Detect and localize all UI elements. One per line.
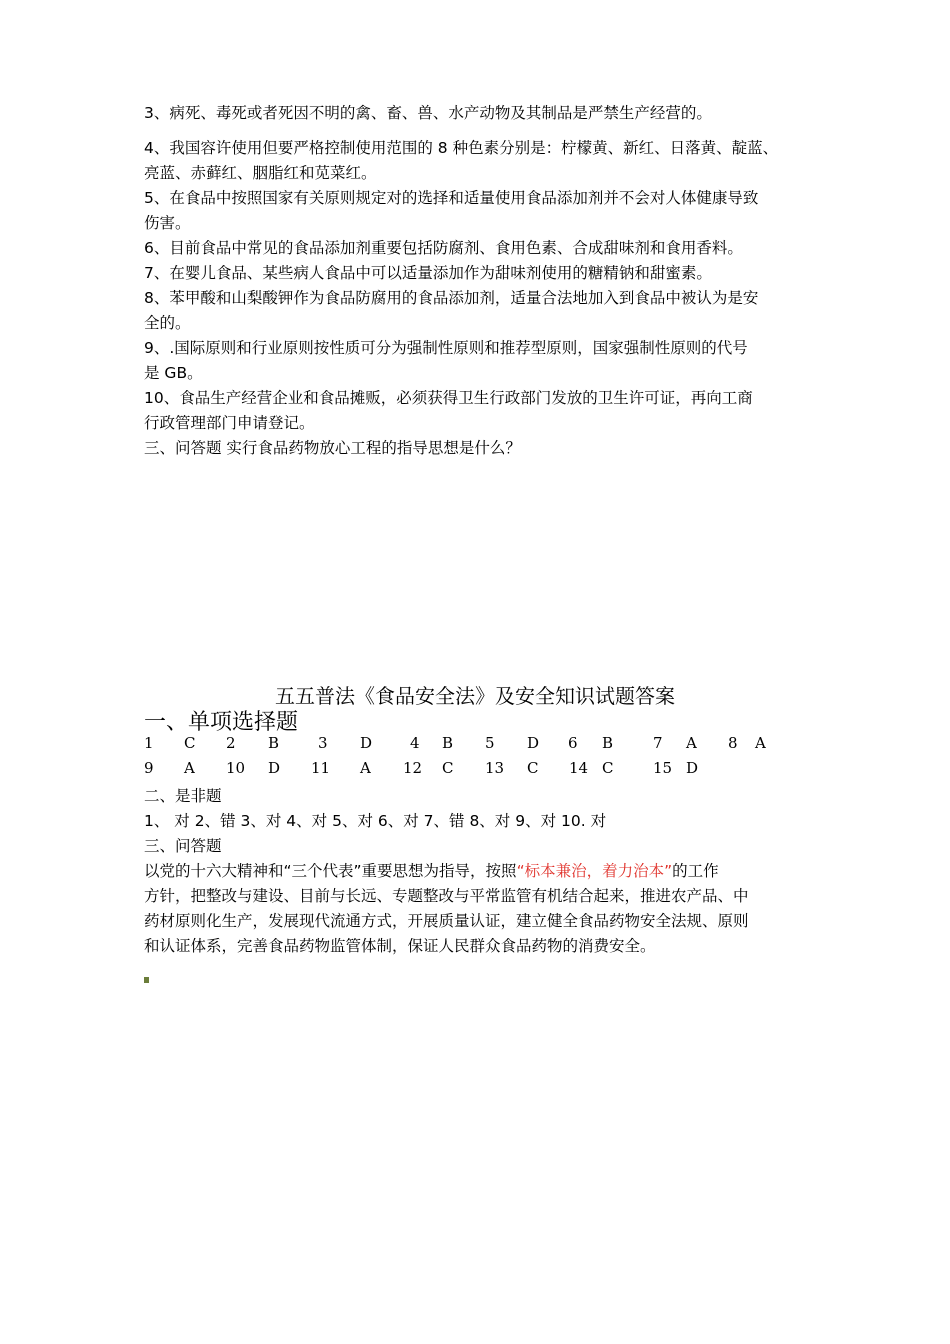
mc-number-14: 14 xyxy=(569,759,589,777)
mc-answer-9: A xyxy=(184,759,195,777)
mc-number-8: 8 xyxy=(728,734,738,752)
mc-number-12: 12 xyxy=(403,759,423,777)
mc-answer-4: B xyxy=(442,734,454,752)
question-8-line2: 全的。 xyxy=(144,314,191,332)
question-3: 3、病死、毒死或者死因不明的禽、畜、兽、水产动物及其制品是严禁生产经营的。 xyxy=(144,104,712,122)
question-4-line1: 4、我国容许使用但要严格控制使用范围的 8 种色素分别是：柠檬黄、新红、日落黄、靛蓝、 xyxy=(144,139,779,157)
essay-highlight-phrase: “标本兼治，着力治本” xyxy=(516,862,673,880)
essay-answer-line3: 药材原则化生产，发展现代流通方式，开展质量认证，建立健全食品药物安全法规、原则 xyxy=(144,912,749,930)
mc-number-7: 7 xyxy=(653,734,663,752)
mc-answer-11: A xyxy=(360,759,371,777)
question-9-line1: 9、.国际原则和行业原则按性质可分为强制性原则和推荐型原则，国家强制性原则的代号 xyxy=(144,339,748,357)
question-9-line2: 是 GB。 xyxy=(144,364,203,382)
mc-number-9: 9 xyxy=(144,759,154,777)
question-5-line2: 伤害。 xyxy=(144,214,191,232)
mc-number-5: 5 xyxy=(485,734,495,752)
mc-number-3: 3 xyxy=(318,734,328,752)
mc-answer-7: A xyxy=(686,734,697,752)
mc-answer-8: A xyxy=(755,734,766,752)
section-3-heading: 三、问答题 xyxy=(144,837,222,855)
section-3-question: 三、问答题 实行食品药物放心工程的指导思想是什么？ xyxy=(144,439,521,457)
mc-number-10: 10 xyxy=(226,759,246,777)
mc-answer-12: C xyxy=(442,759,454,777)
mc-number-4: 4 xyxy=(410,734,420,752)
mc-number-15: 15 xyxy=(653,759,673,777)
question-8-line1: 8、苯甲酸和山梨酸钾作为食品防腐用的食品添加剂，适量合法地加入到食品中被认为是安 xyxy=(144,289,759,307)
essay-answer-line2: 方针，把整改与建设、目前与长远、专题整改与平常监管有机结合起来，推进农产品、中 xyxy=(144,887,749,905)
mc-answer-13: C xyxy=(527,759,539,777)
true-false-answers: 1、 对 2、错 3、对 4、对 5、对 6、对 7、错 8、对 9、对 10. 对 xyxy=(144,812,607,830)
essay-line1-start: 以党的十六大精神和“三个代表”重要思想为指导，按照 xyxy=(144,862,517,880)
mc-answer-2: B xyxy=(268,734,280,752)
question-10-line2: 行政管理部门申请登记。 xyxy=(144,414,315,432)
mc-answer-14: C xyxy=(602,759,614,777)
question-4-line2: 亮蓝、赤藓红、胭脂红和苋菜红。 xyxy=(144,164,377,182)
section-1-heading: 一、单项选择题 xyxy=(144,710,299,735)
mc-answer-10: D xyxy=(268,759,281,777)
question-10-line1: 10、食品生产经营企业和食品摊贩，必须获得卫生行政部门发放的卫生许可证，再向工商 xyxy=(144,389,753,407)
question-6: 6、目前食品中常见的食品添加剂重要包括防腐剂、食用色素、合成甜味剂和食用香料。 xyxy=(144,239,743,257)
answers-title: 五五普法《食品安全法》及安全知识试题答案 xyxy=(275,684,675,708)
mc-answer-3: D xyxy=(360,734,373,752)
question-5-line1: 5、在食品中按照国家有关原则规定对的选择和适量使用食品添加剂并不会对人体健康导致 xyxy=(144,189,759,207)
mc-number-6: 6 xyxy=(568,734,578,752)
mc-answer-1: C xyxy=(184,734,196,752)
mc-number-2: 2 xyxy=(226,734,236,752)
essay-answer-line4: 和认证体系，完善食品药物监管体制，保证人民群众食品药物的消费安全。 xyxy=(144,937,656,955)
mc-number-11: 11 xyxy=(311,759,331,777)
mc-number-13: 13 xyxy=(485,759,505,777)
mc-answer-15: D xyxy=(686,759,699,777)
mc-answer-5: D xyxy=(527,734,540,752)
essay-line1-end: 的工作 xyxy=(672,862,719,880)
small-image-mark xyxy=(144,977,149,983)
essay-answer-line1 xyxy=(144,859,719,881)
mc-answer-6: B xyxy=(602,734,614,752)
section-2-heading: 二、是非题 xyxy=(144,787,222,805)
question-7: 7、在婴儿食品、某些病人食品中可以适量添加作为甜味剂使用的糖精钠和甜蜜素。 xyxy=(144,264,712,282)
mc-number-1: 1 xyxy=(144,734,154,752)
